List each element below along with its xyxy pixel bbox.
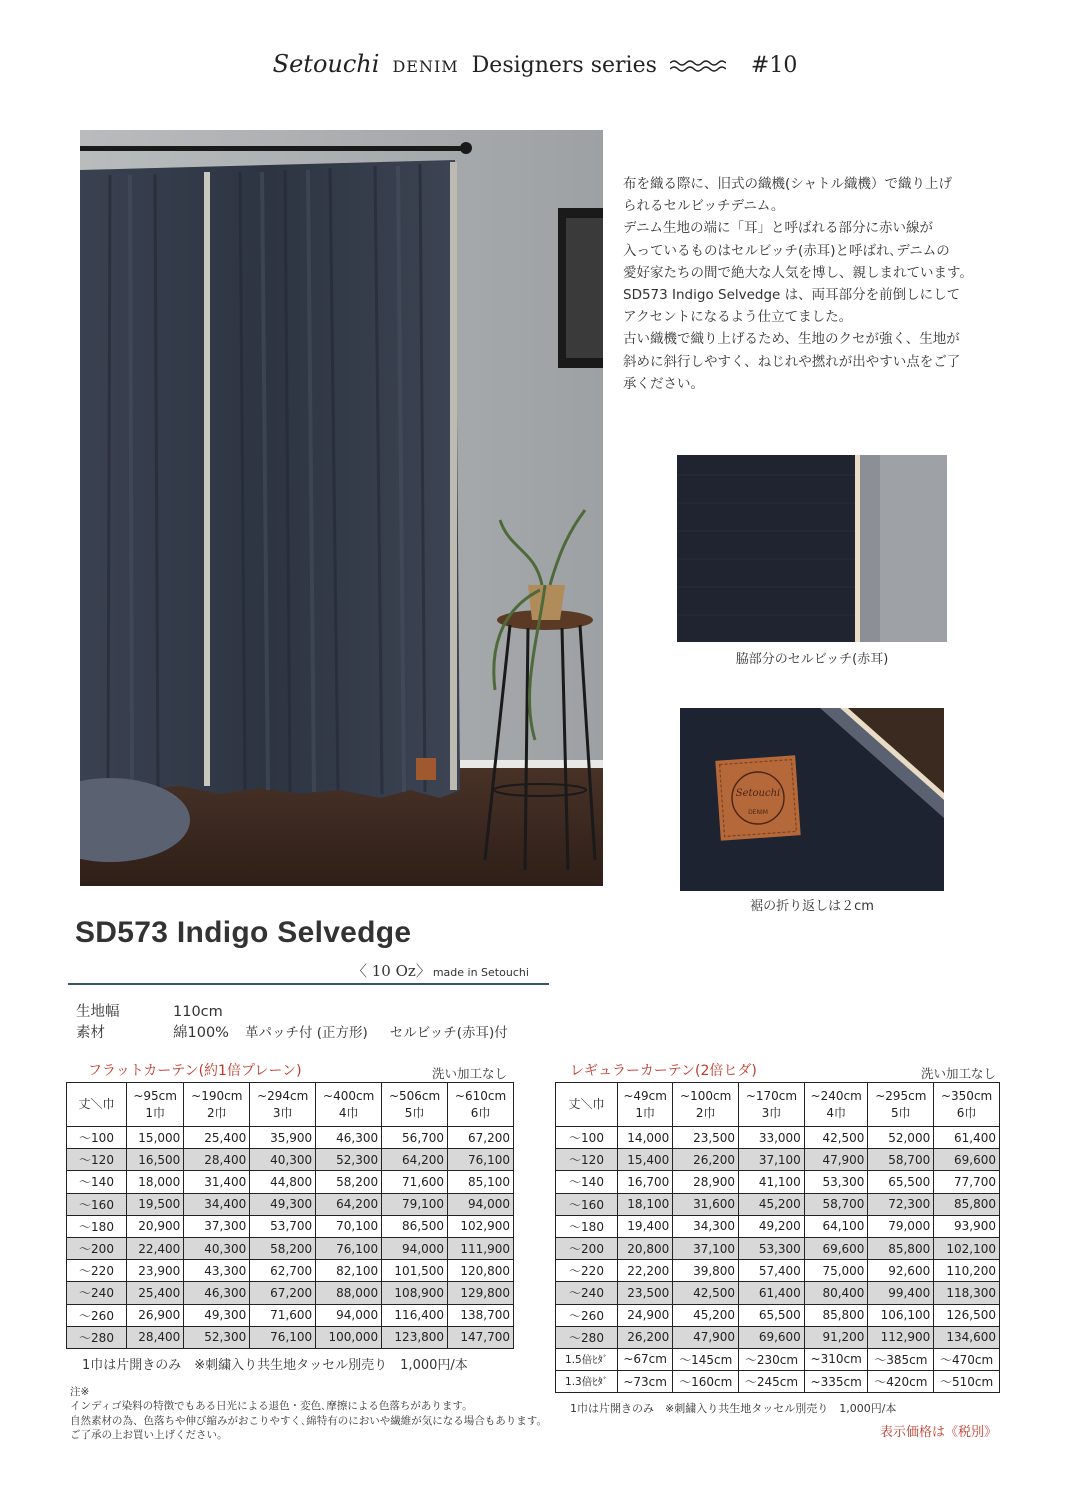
row-label-cell: 1.5倍ﾋﾀﾞ — [556, 1348, 618, 1370]
hem-detail-photo — [680, 708, 944, 891]
price-cell: 85,800 — [934, 1193, 1000, 1215]
table-corner-cell: 丈＼巾 — [67, 1083, 127, 1127]
table-header-cell: ~506cm 5巾 — [382, 1083, 448, 1127]
price-cell: 49,300 — [250, 1193, 316, 1215]
price-cell: 57,400 — [739, 1260, 805, 1282]
width-cell: ~73cm — [618, 1371, 673, 1393]
row-label-cell: ～140 — [556, 1171, 618, 1193]
width-cell: ～160cm — [673, 1371, 739, 1393]
table-corner-cell: 丈＼巾 — [556, 1083, 618, 1127]
price-cell: 61,400 — [739, 1282, 805, 1304]
table-row — [556, 1171, 1000, 1193]
price-cell: 15,400 — [618, 1149, 673, 1171]
price-cell: 40,300 — [250, 1149, 316, 1171]
price-cell: 28,400 — [184, 1149, 250, 1171]
price-cell: 147,700 — [448, 1326, 514, 1348]
price-cell: 52,000 — [868, 1127, 934, 1149]
price-cell: 65,500 — [868, 1171, 934, 1193]
price-cell: 62,700 — [250, 1260, 316, 1282]
width-cell: ～245cm — [739, 1371, 805, 1393]
tax-note: 表示価格は《税別》 — [880, 1425, 998, 1440]
price-cell: 52,300 — [316, 1149, 382, 1171]
width-cell: ～385cm — [868, 1348, 934, 1370]
spec-patch-note: 革パッチ付 (正方形) — [244, 1025, 368, 1041]
series-label: Designers series — [471, 53, 657, 78]
table-row — [556, 1326, 1000, 1348]
price-cell: 25,400 — [127, 1282, 184, 1304]
price-cell: 16,700 — [618, 1171, 673, 1193]
price-cell: 126,500 — [934, 1304, 1000, 1326]
price-cell: 39,800 — [673, 1260, 739, 1282]
price-cell: 19,400 — [618, 1215, 673, 1237]
regular-table-title: レギュラーカーテン(2倍ヒダ) — [570, 1063, 757, 1079]
regular-table-note: 洗い加工なし — [921, 1066, 997, 1081]
price-cell: 19,500 — [127, 1193, 184, 1215]
price-cell: 92,600 — [868, 1260, 934, 1282]
description-line: 愛好家たちの間で絶大な人気を博し、親しまれています。 — [623, 264, 973, 281]
table-row — [67, 1215, 514, 1237]
row-label-cell: ～180 — [67, 1215, 127, 1237]
description-line: 入っているものはセルビッチ(赤耳)と呼ばれ､デニムの — [623, 242, 950, 259]
table-row — [67, 1326, 514, 1348]
row-label-cell: ～200 — [556, 1237, 618, 1259]
price-cell: 18,000 — [127, 1171, 184, 1193]
price-cell: 37,100 — [739, 1149, 805, 1171]
price-cell: 102,100 — [934, 1237, 1000, 1259]
table-header-row — [67, 1083, 514, 1127]
selvedge-detail-photo — [677, 455, 947, 642]
row-label-cell: ～200 — [67, 1237, 127, 1259]
flat-table-note: 洗い加工なし — [432, 1066, 508, 1081]
description-line: アクセントになるよう仕立てました。 — [623, 309, 853, 326]
width-cell: ~310cm — [804, 1348, 868, 1370]
price-cell: 64,100 — [804, 1215, 868, 1237]
price-cell: 69,600 — [934, 1149, 1000, 1171]
price-cell: 100,000 — [316, 1326, 382, 1348]
row-label-cell: ～180 — [556, 1215, 618, 1237]
row-label-cell: ～280 — [67, 1326, 127, 1348]
row-label-cell: ～140 — [67, 1171, 127, 1193]
price-cell: 93,900 — [934, 1215, 1000, 1237]
description-line: SD573 Indigo Selvedge は、両耳部分を前倒しにして — [623, 287, 961, 304]
table-row — [556, 1127, 1000, 1149]
price-cell: 116,400 — [382, 1304, 448, 1326]
note-line: 注※ — [70, 1386, 90, 1398]
price-cell: 72,300 — [868, 1193, 934, 1215]
row-label-cell: ～280 — [556, 1326, 618, 1348]
notes-block — [70, 1385, 547, 1443]
price-cell: 20,900 — [127, 1215, 184, 1237]
price-cell: 76,100 — [316, 1237, 382, 1259]
price-cell: 102,900 — [448, 1215, 514, 1237]
spec-value: 綿100% — [173, 1025, 229, 1041]
row-label-cell: ～160 — [67, 1193, 127, 1215]
spec-selvedge-note: セルビッチ(赤耳)付 — [389, 1025, 508, 1041]
price-cell: 77,700 — [934, 1171, 1000, 1193]
price-cell: 49,300 — [184, 1304, 250, 1326]
price-cell: 20,800 — [618, 1237, 673, 1259]
table-header-cell: ~295cm 5巾 — [868, 1083, 934, 1127]
price-cell: 47,900 — [673, 1326, 739, 1348]
note-line: 自然素材の為、色落ちや伸び縮みがおこりやすく､綿特有のにおいや繊維が気になる場合もあります。 — [70, 1414, 547, 1427]
row-label-cell: ～100 — [67, 1127, 127, 1149]
regular-price-table — [555, 1082, 1000, 1393]
price-cell: 86,500 — [382, 1215, 448, 1237]
price-cell: 88,000 — [316, 1282, 382, 1304]
price-cell: 37,100 — [673, 1237, 739, 1259]
price-cell: 28,400 — [127, 1326, 184, 1348]
price-cell: 67,200 — [448, 1127, 514, 1149]
wave-icon — [670, 59, 726, 73]
spec-label: 生地幅 — [76, 1004, 120, 1020]
price-cell: 64,200 — [382, 1149, 448, 1171]
row-label-cell: ～220 — [67, 1260, 127, 1282]
product-title: SD573 Indigo Selvedge — [75, 916, 412, 949]
price-cell: 25,400 — [184, 1127, 250, 1149]
table-row — [67, 1171, 514, 1193]
price-cell: 82,100 — [316, 1260, 382, 1282]
product-description — [623, 173, 1043, 395]
row-label-cell: ～100 — [556, 1127, 618, 1149]
spec-label: 素材 — [76, 1025, 105, 1041]
price-cell: 34,400 — [184, 1193, 250, 1215]
price-cell: 120,800 — [448, 1260, 514, 1282]
price-cell: 94,000 — [448, 1193, 514, 1215]
curtain-photo — [80, 130, 603, 886]
width-cell: ～230cm — [739, 1348, 805, 1370]
price-cell: 44,800 — [250, 1171, 316, 1193]
description-line: 古い織機で織り上げるため、生地のクセが強く、生地が — [623, 331, 960, 348]
price-cell: 64,200 — [316, 1193, 382, 1215]
table-header-row — [556, 1083, 1000, 1127]
price-cell: 40,300 — [184, 1237, 250, 1259]
selvedge-caption: 脇部分のセルビッチ(赤耳) — [735, 652, 889, 667]
price-cell: 49,200 — [739, 1215, 805, 1237]
table-header-cell: ~95cm 1巾 — [127, 1083, 184, 1127]
brand-name: Setouchi — [272, 50, 380, 78]
width-cell: ～470cm — [934, 1348, 1000, 1370]
row-label-cell: ～120 — [67, 1149, 127, 1171]
price-cell: 85,100 — [448, 1171, 514, 1193]
row-label-cell: ～240 — [556, 1282, 618, 1304]
made-in-label: made in Setouchi — [432, 966, 529, 979]
price-cell: 22,400 — [127, 1237, 184, 1259]
weight-oz: 〈 10 Oz〉 — [352, 962, 431, 980]
price-cell: 58,700 — [868, 1149, 934, 1171]
flat-table-footnote: 1巾は片開きのみ ※刺繍入り共生地タッセル別売り 1,000円/本 — [82, 1358, 468, 1373]
price-cell: 71,600 — [250, 1304, 316, 1326]
product-weight — [352, 960, 529, 981]
table-header-cell: ~400cm 4巾 — [316, 1083, 382, 1127]
price-cell: 69,600 — [739, 1326, 805, 1348]
price-cell: 37,300 — [184, 1215, 250, 1237]
row-label-cell: ～120 — [556, 1149, 618, 1171]
price-cell: 23,900 — [127, 1260, 184, 1282]
table-row — [67, 1149, 514, 1171]
row-label-cell: ～240 — [67, 1282, 127, 1304]
price-cell: 22,200 — [618, 1260, 673, 1282]
patch-brand-text: Setouchi — [735, 788, 781, 799]
price-cell: 26,900 — [127, 1304, 184, 1326]
price-cell: 71,600 — [382, 1171, 448, 1193]
row-label-cell: ～160 — [556, 1193, 618, 1215]
patch-denim-text: DENIM — [748, 809, 768, 816]
price-cell: 106,100 — [868, 1304, 934, 1326]
price-cell: 94,000 — [316, 1304, 382, 1326]
price-cell: 101,500 — [382, 1260, 448, 1282]
description-line: 斜めに斜行しやすく、ねじれや撚れが出やすい点をご了 — [623, 353, 961, 370]
price-cell: 34,300 — [673, 1215, 739, 1237]
price-cell: 53,700 — [250, 1215, 316, 1237]
price-cell: 53,300 — [804, 1171, 868, 1193]
description-line: られるセルビッチデニム。 — [623, 198, 785, 215]
note-line: ご了承の上お買い上げください。 — [70, 1429, 228, 1442]
price-cell: 31,400 — [184, 1171, 250, 1193]
width-cell: ～510cm — [934, 1371, 1000, 1393]
table-row — [556, 1193, 1000, 1215]
price-cell: 45,200 — [673, 1304, 739, 1326]
table-row — [556, 1304, 1000, 1326]
table-row — [67, 1282, 514, 1304]
table-header-cell: ~294cm 3巾 — [250, 1083, 316, 1127]
price-cell: 46,300 — [184, 1282, 250, 1304]
table-header-cell: ~170cm 3巾 — [739, 1083, 805, 1127]
price-cell: 24,900 — [618, 1304, 673, 1326]
table-header-cell: ~100cm 2巾 — [673, 1083, 739, 1127]
table-header-cell: ~350cm 6巾 — [934, 1083, 1000, 1127]
series-number: #10 — [750, 53, 798, 78]
price-cell: 94,000 — [382, 1237, 448, 1259]
price-cell: 110,200 — [934, 1260, 1000, 1282]
spec-value: 110cm — [173, 1004, 223, 1020]
price-cell: 79,100 — [382, 1193, 448, 1215]
table-row — [67, 1193, 514, 1215]
note-line: インディゴ染料の特徴でもある日光による退色・変色､摩擦による色落ちがあります。 — [70, 1400, 473, 1413]
table-row — [67, 1127, 514, 1149]
row-label-cell: ～260 — [67, 1304, 127, 1326]
price-cell: 112,900 — [868, 1326, 934, 1348]
price-cell: 118,300 — [934, 1282, 1000, 1304]
regular-table-footnote: 1巾は片開きのみ ※刺繍入り共生地タッセル別売り 1,000円/本 — [570, 1402, 897, 1415]
width-cell: ～420cm — [868, 1371, 934, 1393]
price-cell: 28,900 — [673, 1171, 739, 1193]
hem-caption: 裾の折り返しは２cm — [750, 899, 874, 914]
price-cell: 16,500 — [127, 1149, 184, 1171]
price-cell: 67,200 — [250, 1282, 316, 1304]
row-label-cell: ～220 — [556, 1260, 618, 1282]
price-cell: 31,600 — [673, 1193, 739, 1215]
price-cell: 23,500 — [618, 1282, 673, 1304]
table-header-cell: ~240cm 4巾 — [804, 1083, 868, 1127]
price-cell: 58,700 — [804, 1193, 868, 1215]
table-row — [67, 1260, 514, 1282]
price-cell: 85,800 — [868, 1237, 934, 1259]
price-cell: 70,100 — [316, 1215, 382, 1237]
brand-denim: DENIM — [392, 57, 459, 76]
price-cell: 123,800 — [382, 1326, 448, 1348]
flat-price-table — [66, 1082, 514, 1349]
table-header-cell: ~49cm 1巾 — [618, 1083, 673, 1127]
price-cell: 134,600 — [934, 1326, 1000, 1348]
price-cell: 138,700 — [448, 1304, 514, 1326]
spec-row-material — [76, 1021, 508, 1042]
price-cell: 46,300 — [316, 1127, 382, 1149]
width-cell: ~335cm — [804, 1371, 868, 1393]
price-cell: 111,900 — [448, 1237, 514, 1259]
pleat-width-row — [556, 1348, 1000, 1370]
title-divider — [68, 983, 549, 985]
page-header — [0, 50, 1070, 78]
spec-row-width — [76, 1000, 508, 1021]
row-label-cell: 1.3倍ﾋﾀﾞ — [556, 1371, 618, 1393]
price-cell: 61,400 — [934, 1127, 1000, 1149]
price-cell: 76,100 — [448, 1149, 514, 1171]
price-cell: 129,800 — [448, 1282, 514, 1304]
price-cell: 41,100 — [739, 1171, 805, 1193]
price-cell: 23,500 — [673, 1127, 739, 1149]
price-cell: 15,000 — [127, 1127, 184, 1149]
price-cell: 108,900 — [382, 1282, 448, 1304]
price-cell: 14,000 — [618, 1127, 673, 1149]
width-cell: ～145cm — [673, 1348, 739, 1370]
width-cell: ~67cm — [618, 1348, 673, 1370]
price-cell: 58,200 — [316, 1171, 382, 1193]
table-row — [556, 1260, 1000, 1282]
price-cell: 79,000 — [868, 1215, 934, 1237]
table-row — [556, 1282, 1000, 1304]
price-cell: 42,500 — [804, 1127, 868, 1149]
price-cell: 45,200 — [739, 1193, 805, 1215]
description-line: デニム生地の端に「耳」と呼ばれる部分に赤い線が — [623, 220, 933, 237]
price-cell: 43,300 — [184, 1260, 250, 1282]
price-cell: 18,100 — [618, 1193, 673, 1215]
price-cell: 99,400 — [868, 1282, 934, 1304]
table-row — [67, 1237, 514, 1259]
price-cell: 80,400 — [804, 1282, 868, 1304]
price-cell: 65,500 — [739, 1304, 805, 1326]
price-cell: 91,200 — [804, 1326, 868, 1348]
price-cell: 85,800 — [804, 1304, 868, 1326]
price-cell: 75,000 — [804, 1260, 868, 1282]
price-cell: 52,300 — [184, 1326, 250, 1348]
price-cell: 47,900 — [804, 1149, 868, 1171]
table-header-cell: ~190cm 2巾 — [184, 1083, 250, 1127]
description-line: 承ください。 — [623, 375, 704, 392]
table-header-cell: ~610cm 6巾 — [448, 1083, 514, 1127]
table-row — [556, 1215, 1000, 1237]
price-cell: 33,000 — [739, 1127, 805, 1149]
price-cell: 35,900 — [250, 1127, 316, 1149]
price-cell: 69,600 — [804, 1237, 868, 1259]
price-cell: 58,200 — [250, 1237, 316, 1259]
flat-table-title: フラットカーテン(約1倍プレーン) — [88, 1063, 302, 1079]
table-row — [67, 1304, 514, 1326]
table-row — [556, 1149, 1000, 1171]
price-cell: 26,200 — [673, 1149, 739, 1171]
table-row — [556, 1237, 1000, 1259]
pleat-width-row — [556, 1371, 1000, 1393]
price-cell: 53,300 — [739, 1237, 805, 1259]
description-line: 布を織る際に、旧式の織機(シャトル織機）で織り上げ — [623, 176, 952, 192]
row-label-cell: ～260 — [556, 1304, 618, 1326]
price-cell: 56,700 — [382, 1127, 448, 1149]
price-cell: 26,200 — [618, 1326, 673, 1348]
price-cell: 42,500 — [673, 1282, 739, 1304]
product-specs — [76, 1000, 508, 1042]
price-cell: 76,100 — [250, 1326, 316, 1348]
